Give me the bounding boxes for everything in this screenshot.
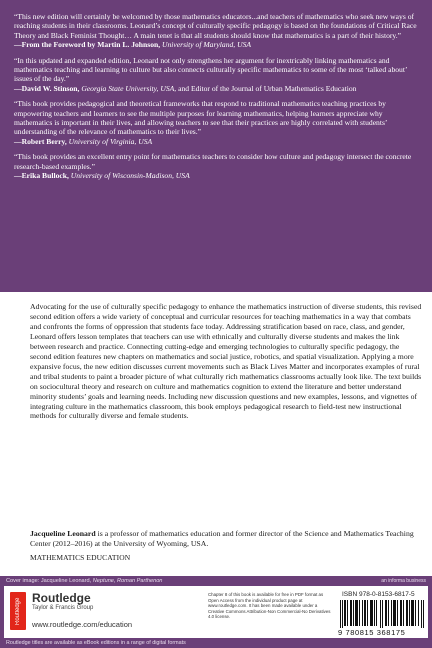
routledge-logo-icon — [10, 592, 26, 630]
quote-affiliation: University of Wisconsin-Madison, USA — [70, 170, 190, 180]
quote-attribution — [14, 84, 418, 93]
publisher-box — [4, 586, 428, 638]
quote-text: “In this updated and expanded edition, Leonard not only strengthens her argument for inextricably linking mathematics and mathematics teaching and learning to culture but also connects culturally specific mathematics to some of the most ‘talked about’ issues of the day.” — [14, 55, 407, 84]
informa-tagline: an informa business — [381, 578, 426, 584]
cover-image-credit — [6, 578, 162, 584]
quote-affiliation-extra: and Editor of the Journal of Urban Mathematics Education — [178, 83, 357, 93]
quote-affiliation: University of Maryland, USA — [162, 39, 252, 49]
quote-attribution — [14, 137, 418, 146]
publisher-url[interactable]: www.routledge.com/education — [32, 620, 133, 629]
quote-attribution — [14, 171, 418, 180]
quote-attribution — [14, 40, 418, 49]
author-bio-text: is a professor of mathematics education and former director of the Science and Mathematics Teaching Center (2012–2016) at the University of Wyoming, USA. — [30, 529, 414, 548]
barcode-number: 9 780815 368175 — [338, 628, 406, 637]
quote-author: —Erika Bullock, — [14, 170, 69, 180]
endorsement-quote — [14, 56, 418, 93]
quote-author: —From the Foreword by Martin L. Johnson, — [14, 39, 161, 49]
author-name: Jacqueline Leonard — [30, 529, 96, 538]
author-bio — [30, 529, 422, 549]
cover-credit-prefix: Cover image: Jacqueline Leonard, — [6, 578, 92, 584]
quote-text: “This book provides pedagogical and theoretical frameworks that respond to traditional mathematics teaching practices by empowering teachers and learners to see the multiple purposes for learning mathematics, helping learners appreciate why mathematics is important in their lives, and allowing teachers to see that their practices are highly correlated with students’ understanding of the relevance of mathematics to their lives.” — [14, 99, 387, 137]
endorsement-quote — [14, 12, 418, 49]
book-description: Advocating for the use of culturally specific pedagogy to enhance the mathematics instruction of diverse students, this revised second edition offers a wide variety of conceptual and curricular resources for teaching mathematics in a way that combats and confronts the forms of oppression that students face today. Addressing stratification based on race, class, and gender, Leonard offers lesson templates that teachers can use with ethnically and culturally diverse students and makes the link between research and practice. Connecting cutting-edge and emerging technologies to culturally specific pedagogy, the second edition features new chapters on mathematics and social justice, robotics, and spatial visualization. Applying a more expansive focus, the new edition discusses current movements such as Black Lives Matter and incorporates examples of rural and tribal students to paint a broader picture of what culturally rich mathematics classrooms actually look like. The text builds on sociocultural theory and research on culture and mathematics cognition to extend the literature and better understand minority students’ goals and learning needs. Including new discussion questions and new examples, lessons, and vignettes of integrating culture in the mathematics classroom, this book employs pedagogical research to field-test new instructional methods for culturally diverse and female students. — [30, 302, 422, 421]
publisher-name: Routledge — [32, 591, 91, 605]
logo-lettering: Routledge — [15, 597, 21, 625]
endorsements-panel — [0, 0, 432, 292]
barcode-icon — [340, 600, 424, 628]
cover-footer — [0, 576, 432, 648]
isbn: ISBN 978-0-8153-6817-5 — [342, 591, 415, 598]
quote-affiliation: University of Virginia, USA — [68, 136, 153, 146]
quote-affiliation: Georgia State University, USA, — [81, 83, 177, 93]
ebook-note: Routledge titles are available as eBook editions in a range of digital formats — [6, 640, 186, 646]
publisher-group: Taylor & Francis Group — [32, 605, 94, 611]
quote-text: “This new edition will certainly be welcomed by those mathematics educators...and teachers of mathematics who seek new ways of reaching students in their classrooms. Leonard’s concept of culturally specific pedagogy is based on the foundations of Critical Race Theory and Black Feminist Thought… A main tenet is that all students should know that mathematics is a part of their history.” — [14, 12, 417, 40]
quote-author: —David W. Stinson, — [14, 83, 80, 93]
endorsement-quote — [14, 99, 418, 145]
quote-text: “This book provides an excellent entry point for mathematics teachers to consider how culture and pedagogy intersect the concrete research-based examples.” — [14, 152, 412, 171]
subject-category: MATHEMATICS EDUCATION — [30, 553, 131, 562]
cover-credit-title: Neptune, Roman Parthenon — [92, 578, 163, 584]
open-access-note: Chapter 8 of this book is available for free in PDF format as Open Access from the individual product page at www.routledge.com. It has been made available under a Creative Commons Attribution-Non Commercial-No Derivatives 4.0 license. — [208, 592, 331, 620]
quote-author: —Robert Berry, — [14, 136, 67, 146]
endorsement-quote — [14, 152, 418, 180]
